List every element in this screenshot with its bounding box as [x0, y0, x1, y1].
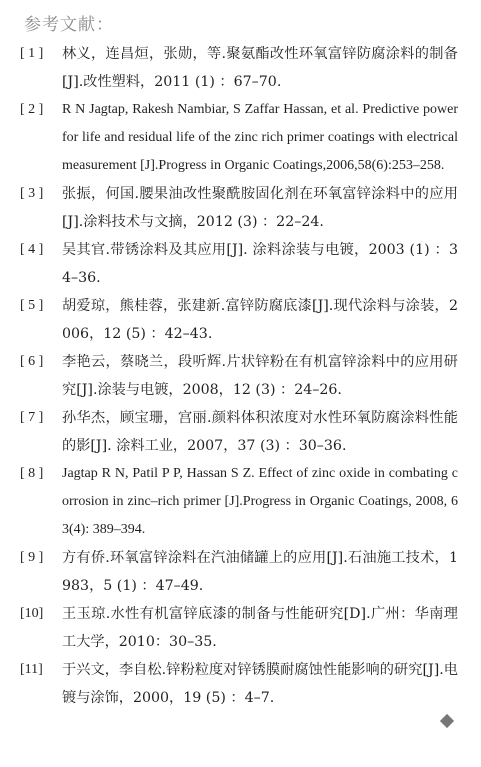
reference-number: [ 8 ]	[20, 466, 44, 481]
reference-number: [ 5 ]	[20, 298, 44, 313]
reference-text: R N Jagtap, Rakesh Nambiar, S Zaffar Hassan, et al. Predictive power for life and residual life of the zinc rich primer coatings with electrical measurement [J].Progress in Organic Coatings,2006,58(6):253–258.	[62, 102, 458, 173]
reference-number: [10]	[20, 606, 44, 621]
reference-text: 胡爱琼，熊桂蓉，张建新.富锌防腐底漆[J].现代涂料与涂装，2006，12 (5) ：42–43.	[62, 298, 458, 342]
reference-text: 李艳云，蔡晓兰，段听辉.片状锌粉在有机富锌涂料中的应用研究[J].涂装与电镀，2008，12 (3) ：24–26.	[62, 354, 458, 398]
reference-item	[0, 96, 481, 180]
reference-item	[0, 460, 481, 544]
reference-text: 张振，何国.腰果油改性聚酰胺固化剂在环氧富锌涂料中的应用[J].涂料技术与文摘，2012 (3) ：22–24.	[62, 186, 458, 230]
reference-number: [ 4 ]	[20, 242, 44, 257]
reference-text: 林义，连昌烜，张勋，等.聚氨酯改性环氧富锌防腐涂料的制备[J].改性塑料，2011 (1) ：67–70.	[62, 46, 458, 90]
reference-text: 方有侨.环氧富锌涂料在汽油储罐上的应用[J].石油施工技术，1983，5 (1) ：47–49.	[62, 550, 458, 594]
reference-item	[0, 236, 481, 292]
reference-item	[0, 600, 481, 656]
reference-number: [ 1 ]	[20, 46, 44, 61]
reference-item	[0, 348, 481, 404]
reference-text: 于兴文，李自松.锌粉粒度对锌锈膜耐腐蚀性能影响的研究[J].电镀与涂饰，2000，19 (5) ：4–7.	[62, 662, 458, 706]
reference-list	[0, 40, 481, 712]
reference-item	[0, 656, 481, 712]
reference-item	[0, 180, 481, 236]
reference-text: 孙华杰，顾宝珊，宫丽.颜料体积浓度对水性环氧防腐涂料性能的影[J]. 涂料工业，2007，37 (3) ：30–36.	[62, 410, 458, 454]
reference-text: 王玉琼.水性有机富锌底漆的制备与性能研究[D].广州：华南理工大学，2010：30–35.	[62, 606, 458, 650]
reference-number: [ 7 ]	[20, 410, 44, 425]
reference-text: Jagtap R N, Patil P P, Hassan S Z. Effect of zinc oxide in combating corrosion in zinc–rich primer [J].Progress in Organic Coatings, 2008, 63(4): 389–394.	[62, 466, 458, 537]
references-heading: 参考文献：	[24, 15, 114, 35]
reference-item	[0, 544, 481, 600]
reference-item	[0, 292, 481, 348]
end-diamond-icon	[440, 714, 454, 728]
reference-number: [ 3 ]	[20, 186, 44, 201]
reference-number: [ 9 ]	[20, 550, 44, 565]
reference-text: 吴其官.带锈涂料及其应用[J]. 涂料涂装与电镀，2003 (1) ：34–36.	[62, 242, 458, 286]
reference-item	[0, 404, 481, 460]
reference-item	[0, 40, 481, 96]
reference-number: [ 6 ]	[20, 354, 44, 369]
reference-number: [ 2 ]	[20, 102, 44, 117]
reference-number: [11]	[20, 662, 43, 677]
